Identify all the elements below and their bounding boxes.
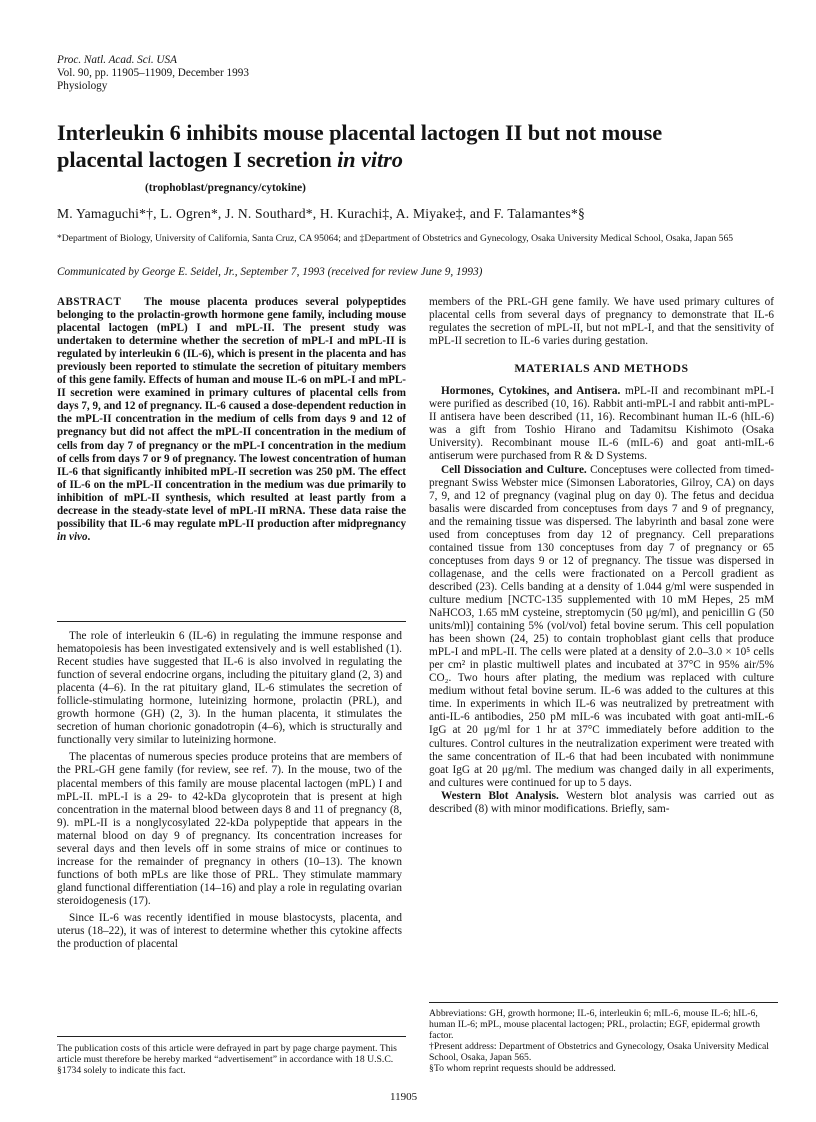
hormones-heading: Hormones, Cytokines, and Antisera.	[441, 385, 621, 398]
footnote-divider-left	[57, 1036, 406, 1037]
journal-name: Proc. Natl. Acad. Sci. USA	[57, 54, 177, 66]
western-paragraph: Western Blot Analysis. Western blot analysis was carried out as described (8) with minor modifications. Briefly, sam-	[429, 789, 774, 815]
article-title	[57, 119, 777, 173]
communicated-by: Communicated by George E. Seidel, Jr., September 7, 1993 (received for review June 9, 1993)	[57, 266, 483, 278]
intro-continuation: members of the PRL-GH gene family. We have used primary cultures of placental cells from several days of pregnancy to demonstrate that IL-6 regulates the secretion of mPL-II, but not mPL-I, and that the sensitivity of mPL-II secretion to IL-6 varies during gestation.	[429, 296, 774, 348]
western-heading: Western Blot Analysis.	[441, 789, 559, 802]
journal-section: Physiology	[57, 80, 108, 92]
present-address-note: †Present address: Department of Obstetrics and Gynecology, Osaka University Medical School, Osaka, Japan 565.	[429, 1041, 769, 1063]
intro-paragraph-3: Since IL-6 was recently identified in mouse blastocysts, placenta, and uterus (18–22), it was of interest to determine whether this cytokine affects the production of placental	[57, 911, 402, 951]
culture-paragraph: Cell Dissociation and Culture. Conceptuses were collected from timed-pregnant Swiss Webster mice (Simonsen Laboratories, Gilroy, CA) on days 7, 9, and 12 of pregnancy (vaginal plug on day 0). The fetus and decidua basalis were discarded from conceptuses from days 7 and 9 of pregnancy, and the remaining tissue was dispersed. The labyrinth and basal zone were used from conceptuses from day 12 of pregnancy. Cell preparations contained tissue from 130 conceptuses from day 7 of pregnancy or 65 conceptuses from days 9 or 12 of pregnancy. The tissue was dispersed in collagenase, and the cells were fractionated on a Percoll gradient as described (23). Cells banding at a density of 1.044 g/ml were suspended in culture medium [NCTC-135 supplemented with 10 mM Hepes, 25 mM NaHCO3, 1.65 mM cysteine, streptomycin (50 μg/ml), and penicillin G (50 units/ml)] containing 5% (vol/vol) fetal bovine serum. This cell population has been shown (24, 25) to contain trophoblast giant cells that produce mPL-I and mPL-II. The cells were plated at a density of 2.0–3.0 × 10⁵ cells per cm² in plastic multiwell plates and incubated at 37°C in 95% air/5% CO₂. Two hours after plating, the medium was replaced with culture medium without fetal bovine serum. IL-6 was added to the cultures at this time. In experiments in which IL-6 was neutralized by pretreatment with anti-IL-6 antibodies, 250 pM mIL-6 was incubated with goat anti-mIL-6 IgG at 20 μg/ml for 1 hr at 37°C immediately before addition to the cultures. Control cultures in the neutralization experiment were treated with the same concentration of IL-6 that had been incubated with nonimmune goat IgG at 20 μg/ml. The medium was changed daily in all experiments, and cultures were continued for up to 5 days.	[429, 463, 774, 789]
title-line-1: Interleukin 6 inhibits mouse placental lactogen II but not mouse	[57, 120, 663, 145]
abstract-divider	[57, 621, 406, 622]
abstract: ABSTRACT The mouse placenta produces several polypeptides belonging to the prolactin-growth hormone gene family, including mouse placental lactogen (mPL) I and mPL-II. The present study was undertaken to determine whether the secretion of mPL-I and mPL-II is regulated by interleukin 6 (IL-6), which is present in the placenta and has previously been reported to stimulate the secretion of pituitary members of this gene family. Effects of human and mouse IL-6 on mPL-I and mPL-II secretion were examined in primary cultures of placental cells from days 7, 9, and 12 of pregnancy. IL-6 caused a dose-dependent reduction in the mPL-II concentration in the medium of cells from days 9 and 12 of pregnancy but did not affect the mPL-II concentration in the medium of cells from day 7 of pregnancy or the mPL-I concentration in the medium of cells from days 7 or 9 of pregnancy. The lowest concentration of human IL-6 that significantly inhibited mPL-II secretion was 250 pM. The effect of IL-6 on the mPL-II concentration in the medium was due primarily to inhibition of mPL-II synthesis, which resulted at least partly from a decrease in the steady-state level of mPL-II mRNA. These data raise the possibility that IL-6 may regulate mPL-II production after midpregnancy in vivo.	[57, 296, 406, 543]
intro-paragraph-1: The role of interleukin 6 (IL-6) in regulating the immune response and hematopoiesis has been investigated extensively and is well established (1). Recent studies have suggested that IL-6 is also involved in regulating the function of several endocrine organs, including the pituitary gland (2, 3) and placenta (4–6). In the rat pituitary gland, IL-6 stimulates the secretion of follicle-stimulating hormone, luteinizing hormone, prolactin (PRL), and growth hormone (GH) (2, 3). In the human placenta, it stimulates the secretion of human chorionic gonadotropin (4–6), which is structurally and functionally very similar to luteinizing hormone.	[57, 630, 402, 747]
journal-header	[57, 54, 249, 93]
journal-citation: Vol. 90, pp. 11905–11909, December 1993	[57, 67, 249, 79]
abbreviations-note: Abbreviations: GH, growth hormone; IL-6, interleukin 6; mIL-6, mouse IL-6; hIL-6, human IL-6; mPL, mouse placental lactogen; PRL, prolactin; EGF, epidermal growth factor.	[429, 1008, 760, 1041]
authors: M. Yamaguchi*†, L. Ogren*, J. N. Southard*, H. Kurachi‡, A. Miyake‡, and F. Talamantes*§	[57, 206, 586, 221]
right-column-body	[429, 296, 774, 816]
intro-paragraph-2: The placentas of numerous species produce proteins that are members of the PRL-GH gene family (for review, see ref. 7). In the mouse, two of the placental members of this family are mouse placental lactogen (mPL) I and mPL-II. mPL-I is a 29- to 42-kDa glycoprotein that is present at high concentration in the maternal blood between days 8 and 11 of pregnancy (8, 9). mPL-II is a nonglycosylated 22-kDa polypeptide that appears in the maternal blood on day 9 of pregnancy. Its concentration increases for several days and then levels off in some strains of mice or continues to increase for the remainder of pregnancy in others (10–13). The known functions of both mPLs are like those of PRL. They stimulate mammary gland functional differentiation (14–16) and play a role in regulating ovarian steroidogenesis (17).	[57, 751, 402, 907]
page-number: 11905	[390, 1091, 418, 1103]
reprint-note: §To whom reprint requests should be addressed.	[429, 1063, 616, 1074]
publication-cost-note: The publication costs of this article were defrayed in part by page charge payment. This article must therefore be hereby marked “advertisement” in accordance with 18 U.S.C. §1734 solely to indicate this fact.	[57, 1043, 397, 1076]
abstract-block	[57, 296, 406, 544]
abstract-italic: in vivo	[57, 530, 88, 543]
left-column-body	[57, 630, 402, 951]
footnotes-right	[429, 1008, 774, 1074]
hormones-paragraph: Hormones, Cytokines, and Antisera. mPL-II and recombinant mPL-I were purified as described (10, 16). Rabbit anti-mPL-I and rabbit anti-mPL-II antisera have been described (11, 16). Recombinant human IL-6 (hIL-6) was a gift from Toshio Hirano and Tadamitsu Kishimoto (Osaka University). Recombinant mouse IL-6 (mIL-6) and goat anti-mIL-6 antiserum were purchased from R & D Systems.	[429, 385, 774, 463]
abstract-label: ABSTRACT	[57, 296, 122, 308]
title-italic: in vitro	[337, 147, 403, 172]
title-line-2: placental lactogen I secretion in vitro	[57, 147, 403, 172]
abstract-text: The mouse placenta produces several polypeptides belonging to the prolactin-growth hormone gene family, including mouse placental lactogen (mPL) I and mPL-II. The present study was undertaken to determine whether the secretion of mPL-I and mPL-II is regulated by interleukin 6 (IL-6), which is present in the placenta and has previously been reported to stimulate the secretion of pituitary members of this gene family. Effects of human and mouse IL-6 on mPL-I and mPL-II secretion were examined in primary cultures of placental cells from days 7, 9, and 12 of pregnancy. IL-6 caused a dose-dependent reduction in the mPL-II concentration in the medium of cells from days 9 and 12 of pregnancy but did not affect the mPL-II concentration in the medium of cells from day 7 of pregnancy or the mPL-I concentration in the medium of cells from days 7 or 9 of pregnancy. The lowest concentration of human IL-6 that significantly inhibited mPL-II secretion was 250 pM. The effect of IL-6 on the mPL-II concentration in the medium was due primarily to inhibition of mPL-II synthesis, which resulted at least partly from a decrease in the steady-state level of mPL-II mRNA. These data raise the possibility that IL-6 may regulate mPL-II production after midpregnancy	[57, 296, 406, 530]
culture-heading: Cell Dissociation and Culture.	[441, 463, 587, 476]
methods-heading: MATERIALS AND METHODS	[514, 361, 689, 376]
affiliations: *Department of Biology, University of California, Santa Cruz, CA 95064; and ‡Department of Obstetrics and Gynecology, Osaka University Medical School, Osaka, Japan 565	[57, 233, 734, 244]
footnote-divider-right	[429, 1002, 778, 1003]
keywords: (trophoblast/pregnancy/cytokine)	[145, 182, 306, 194]
